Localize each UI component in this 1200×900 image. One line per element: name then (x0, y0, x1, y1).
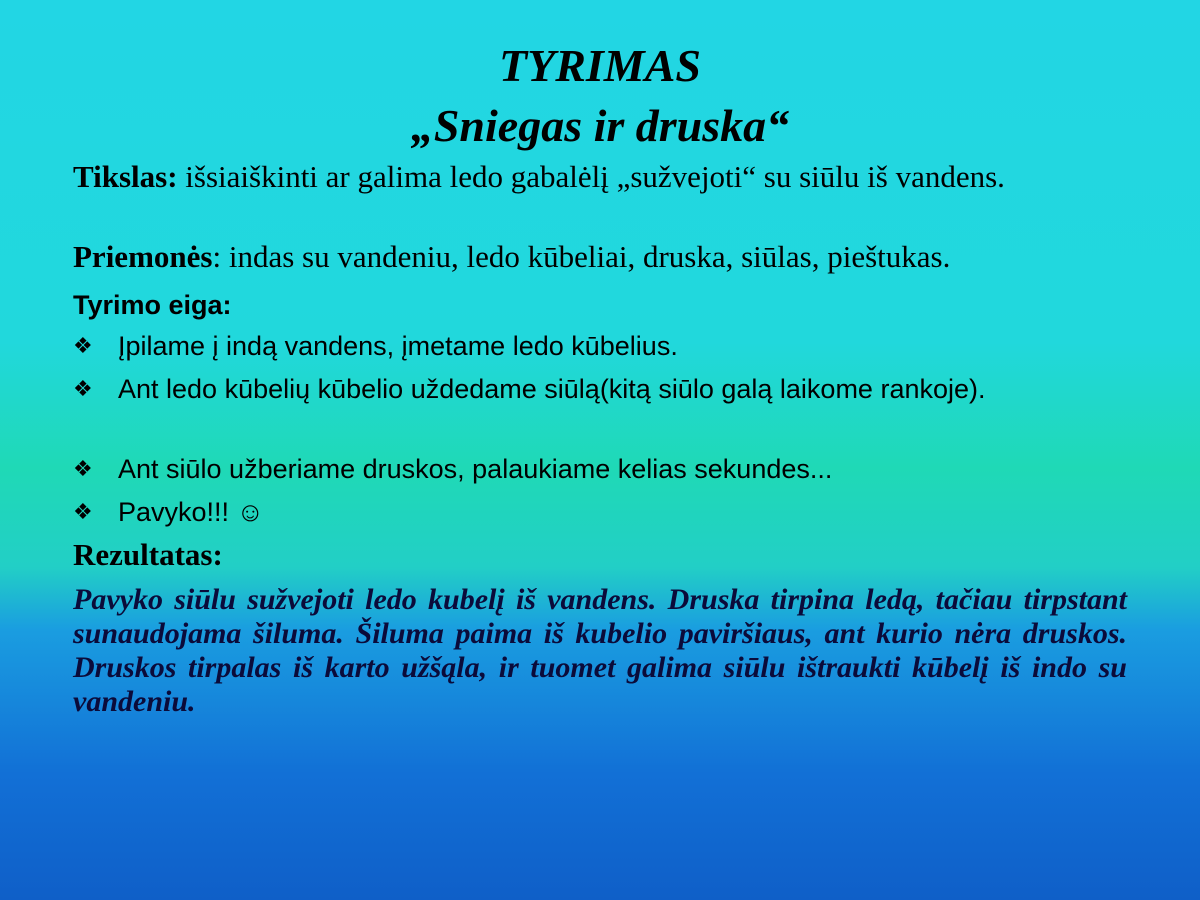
procedure-heading: Tyrimo eiga: (73, 290, 232, 320)
diamond-bullet-icon: ❖ (73, 456, 93, 481)
tools-label: Priemonės (73, 239, 213, 274)
procedure-step-4 (73, 495, 1127, 529)
result-heading: Rezultatas: (73, 537, 223, 572)
tools-text: : indas su vandeniu, ledo kūbeliai, druska, siūlas, pieštukas. (212, 239, 951, 274)
diamond-bullet-icon: ❖ (73, 376, 93, 401)
procedure-step-text: Ant ledo kūbelių kūbelio uždedame siūlą(kitą siūlo galą laikome rankoje). (118, 374, 986, 404)
procedure-step-text: Pavyko!!! ☺ (118, 497, 265, 527)
procedure-step-2 (73, 372, 1127, 406)
goal-text: išsiaiškinti ar galima ledo gabalėlį „sužvejoti“ su siūlu iš vandens. (177, 159, 1005, 194)
slide-title: TYRIMAS (499, 40, 701, 91)
procedure-step-1 (73, 329, 1127, 363)
diamond-bullet-icon: ❖ (73, 333, 93, 358)
slide-subtitle: „Sniegas ir druska“ (410, 100, 790, 151)
goal-label: Tikslas: (73, 159, 178, 194)
goal-paragraph (73, 160, 1172, 193)
procedure-step-text: Įpilame į indą vandens, įmetame ledo kūbelius. (118, 331, 678, 361)
procedure-step-3 (73, 452, 1127, 486)
diamond-bullet-icon: ❖ (73, 499, 93, 524)
procedure-step-text: Ant siūlo užberiame druskos, palaukiame kelias sekundes... (118, 454, 833, 484)
result-paragraph: Pavyko siūlu sužvejoti ledo kubelį iš vandens. Druska tirpina ledą, tačiau tirpstant sunaudojama šiluma. Šiluma paima iš kubelio paviršiaus, ant kurio nėra druskos. Druskos tirpalas iš karto užšąla, ir tuomet galima siūlu ištraukti kūbelį iš indo su vandeniu. (73, 583, 1127, 718)
tools-paragraph (73, 240, 1127, 273)
